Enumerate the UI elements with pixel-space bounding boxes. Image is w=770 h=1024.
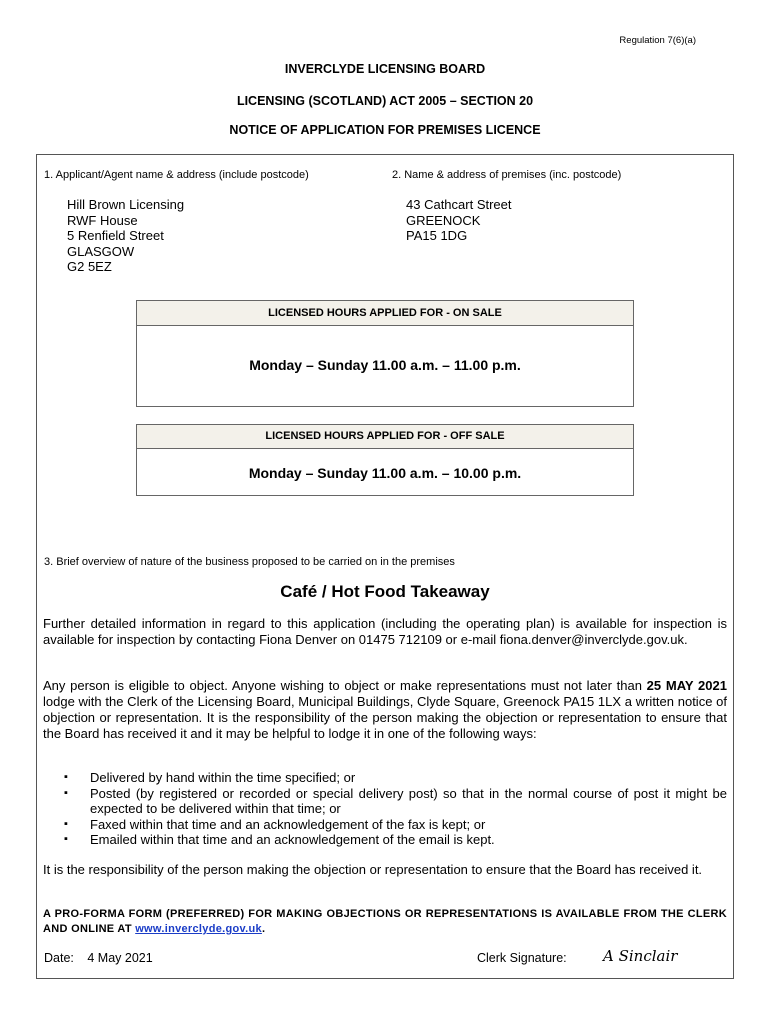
objection-intro: Any person is eligible to object. Anyone wishing to object or make representations must not later than: [43, 678, 642, 693]
applicant-line: G2 5EZ: [67, 259, 112, 274]
notice-title: NOTICE OF APPLICATION FOR PREMISES LICENCE: [229, 123, 541, 137]
lodging-ways-list: [64, 770, 727, 848]
proforma-notice: [43, 907, 727, 937]
applicant-line: GLASGOW: [67, 243, 135, 259]
responsibility-paragraph: It is the responsibility of the person making the objection or representation to ensure that the Board has received it.: [43, 862, 703, 877]
off-sale-hours: Monday – Sunday 11.00 a.m. – 10.00 p.m.: [248, 465, 522, 481]
date-label: Date:: [44, 951, 74, 965]
applicant-line: Hill Brown Licensing: [67, 197, 185, 212]
applicant-line: 5 Renfield Street: [67, 228, 164, 243]
premises-label: 2. Name & address of premises (inc. postcode): [392, 169, 622, 181]
inverclyde-website-link[interactable]: www.inverclyde.gov.uk: [135, 923, 262, 935]
on-sale-title: LICENSED HOURS APPLIED FOR - ON SALE: [137, 301, 633, 326]
off-sale-title: LICENSED HOURS APPLIED FOR - OFF SALE: [137, 425, 633, 449]
off-sale-hours-box: [136, 424, 634, 496]
proforma-end: .: [261, 923, 266, 935]
proforma-text: A PRO-FORMA FORM (PREFERRED) FOR MAKING OBJECTIONS OR REPRESENTATIONS IS AVAILABLE FROM THE CLERK AND ONLINE AT: [43, 908, 727, 935]
list-item: ▪ Posted (by registered or recorded or special delivery post) so that in the normal course of post it might be expected to be delivered within that time; or: [64, 786, 727, 817]
on-sale-hours: Monday – Sunday 11.00 a.m. – 11.00 p.m.: [249, 357, 521, 373]
objection-deadline: 25 MAY 2021: [646, 678, 727, 693]
business-type: Café / Hot Food Takeaway: [280, 582, 490, 601]
premises-address: [406, 197, 512, 244]
signature-label: Clerk Signature:: [477, 951, 567, 965]
act-title: LICENSING (SCOTLAND) ACT 2005 – SECTION 20: [236, 94, 534, 108]
objection-paragraph: [43, 678, 727, 742]
list-item: ▪ Delivered by hand within the time specified; or: [64, 770, 727, 786]
regulation-reference: Regulation 7(6)(a): [619, 35, 696, 46]
objection-rest: lodge with the Clerk of the Licensing Board, Municipal Buildings, Clyde Square, Greenock PA15 1LX a written notice of objection or representation. It is the responsibility of the person making the objection or representation to ensure that the Board has received it and it may be helpful to lodge it in one of the following ways:: [43, 694, 727, 741]
clerk-signature: A Sinclair: [603, 947, 678, 965]
on-sale-hours-box: [136, 300, 634, 407]
premises-line: 43 Cathcart Street: [406, 197, 512, 212]
date-line: [44, 951, 153, 965]
applicant-address: [67, 197, 184, 275]
list-item: ▪ Emailed within that time and an acknowledgement of the email is kept.: [64, 832, 727, 848]
premises-line: PA15 1DG: [406, 228, 468, 243]
premises-line: GREENOCK: [406, 212, 481, 228]
applicant-line: RWF House: [67, 212, 138, 228]
list-item: ▪ Faxed within that time and an acknowledgement of the fax is kept; or: [64, 817, 727, 833]
board-title: INVERCLYDE LICENSING BOARD: [284, 62, 486, 76]
info-paragraph: Further detailed information in regard to this application (including the operating plan) is available for inspection is available for inspection by contacting Fiona Denver on 01475 712109 or e-mail fiona.denver@inverclyde.gov.uk.: [43, 616, 727, 647]
overview-label: 3. Brief overview of nature of the business proposed to be carried on in the premises: [44, 556, 455, 568]
applicant-label: 1. Applicant/Agent name & address (include postcode): [44, 169, 309, 181]
date-value: 4 May 2021: [87, 951, 153, 965]
